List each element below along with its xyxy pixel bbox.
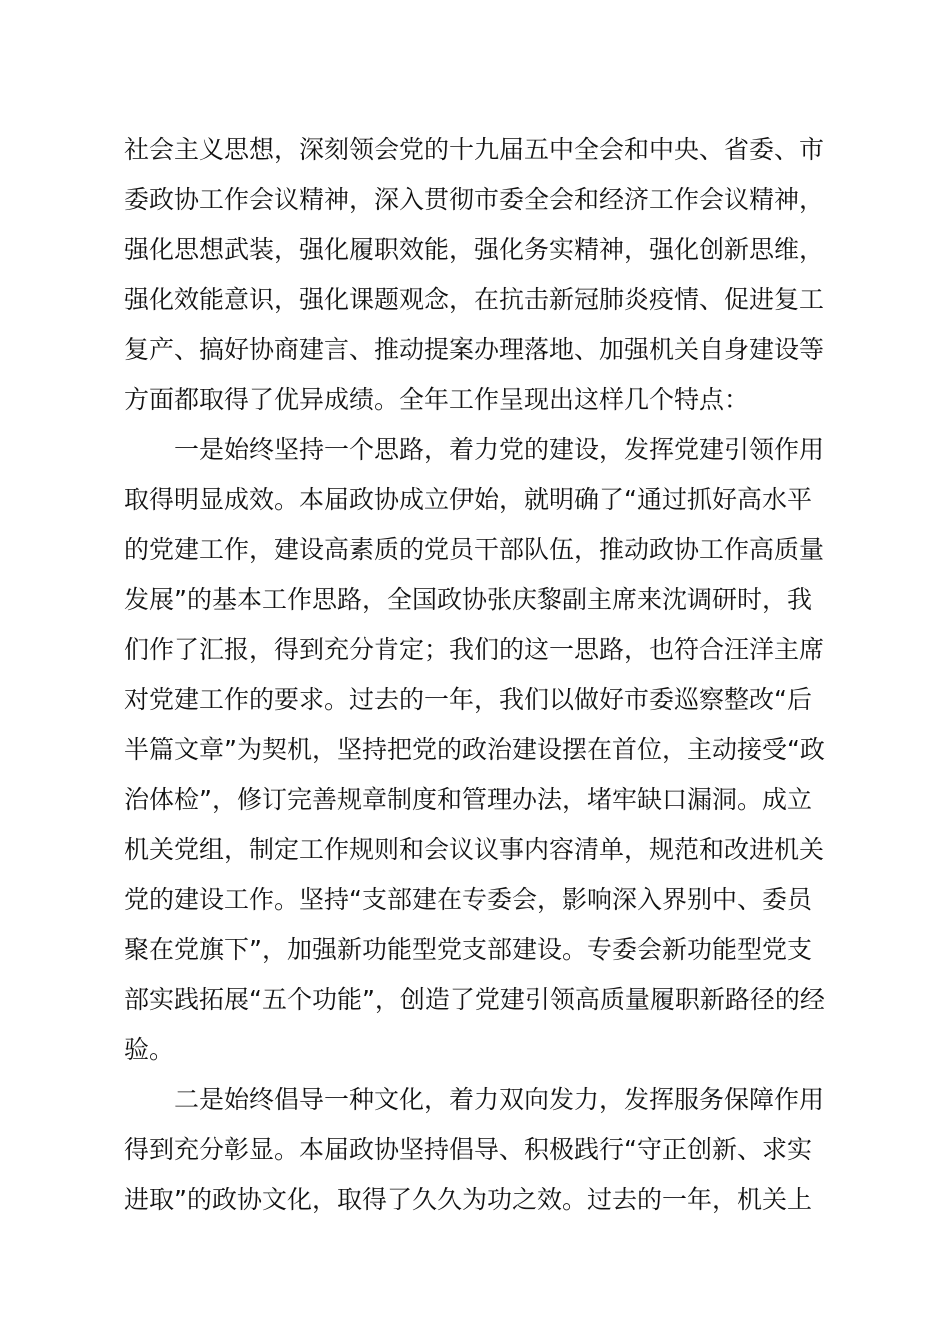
text-line: 取得明显成效。本届政协成立伊始，就明确了“通过抓好高水平: [124, 485, 812, 514]
text-line: 社会主义思想，深刻领会党的十九届五中全会和中央、省委、市: [124, 135, 825, 164]
text-line: 部实践拓展“五个功能”，创造了党建引领高质量履职新路径的经: [124, 985, 825, 1014]
text-line: 方面都取得了优异成绩。全年工作呈现出这样几个特点：: [124, 385, 750, 414]
text-line: 治体检”，修订完善规章制度和管理办法，堵牢缺口漏洞。成立: [124, 785, 812, 814]
text-line: 发展”的基本工作思路，全国政协张庆黎副主席来沈调研时，我: [124, 585, 812, 614]
text-line: 聚在党旗下”，加强新功能型党支部建设。专委会新功能型党支: [124, 935, 812, 964]
text-line: 验。: [124, 1035, 175, 1064]
paragraph-first-line: 一是始终坚持一个思路，着力党的建设，发挥党建引领作用: [174, 435, 825, 464]
text-line: 机关党组，制定工作规则和会议议事内容清单，规范和改进机关: [124, 835, 825, 864]
paragraph-first-line: 二是始终倡导一种文化，着力双向发力，发挥服务保障作用: [174, 1085, 825, 1114]
text-line: 委政协工作会议精神，深入贯彻市委全会和经济工作会议精神，: [124, 185, 825, 214]
text-line: 得到充分彰显。本届政协坚持倡导、积极践行“守正创新、求实: [124, 1135, 812, 1164]
text-line: 党的建设工作。坚持“支部建在专委会，影响深入界别中、委员: [124, 885, 812, 914]
text-line: 强化思想武装，强化履职效能，强化务实精神，强化创新思维，: [124, 235, 825, 264]
text-line: 强化效能意识，强化课题观念，在抗击新冠肺炎疫情、促进复工: [124, 285, 825, 314]
text-line: 半篇文章”为契机，坚持把党的政治建设摆在首位，主动接受“政: [124, 735, 825, 764]
text-line: 们作了汇报，得到充分肯定；我们的这一思路，也符合汪洋主席: [124, 635, 825, 664]
text-line: 进取”的政协文化，取得了久久为功之效。过去的一年，机关上: [124, 1185, 812, 1214]
text-line: 复产、搞好协商建言、推动提案办理落地、加强机关自身建设等: [124, 335, 825, 364]
text-line: 的党建工作，建设高素质的党员干部队伍，推动政协工作高质量: [124, 535, 825, 564]
text-line: 对党建工作的要求。过去的一年，我们以做好市委巡察整改“后: [124, 685, 812, 714]
